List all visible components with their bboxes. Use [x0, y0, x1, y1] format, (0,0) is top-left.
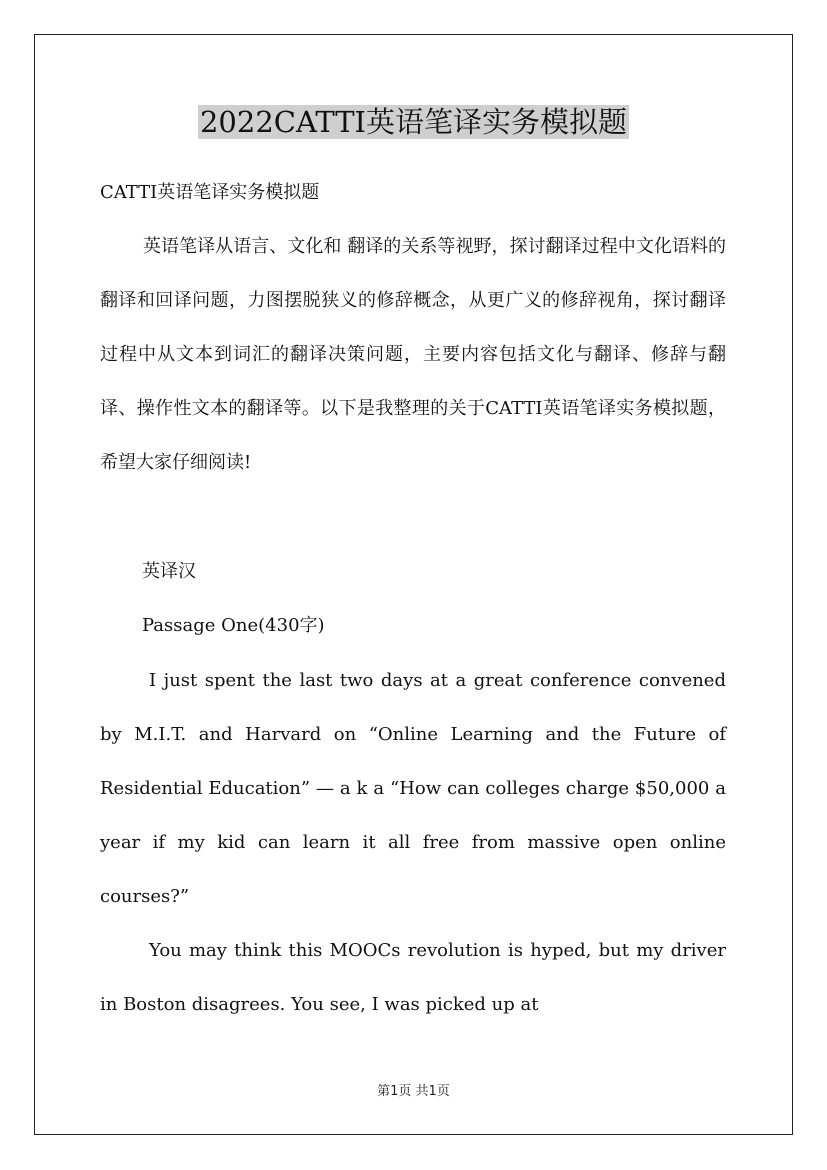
intro-paragraph: 英语笔译从语言、文化和 翻译的关系等视野，探讨翻译过程中文化语料的翻译和回译问题，力图摆脱狭义的修辞概念，从更广义的修辞视角，探讨翻译过程中从文本到词汇的翻译决策问题，主要内容包括文化与翻译、修辞与翻译、操作性文本的翻译等。以下是我整理的关于CATTI英语笔译实务模拟题，希望大家仔细阅读!	[100, 236, 726, 473]
section-heading: 英译汉	[142, 561, 196, 582]
document-title-text: 2022CATTI英语笔译实务模拟题	[199, 105, 628, 139]
passage-heading: Passage One(430字)	[142, 615, 325, 636]
passage-paragraph-2: You may think this MOOCs revolution is hyped, but my driver in Boston disagrees. You see, I was picked up at	[100, 940, 726, 1015]
page-footer: 第1页 共1页	[377, 1084, 450, 1099]
document-title	[0, 99, 827, 145]
passage-paragraph-1: I just spent the last two days at a great conference convened by M.I.T. and Harvard on “Online Learning and the Future of Residential Education” — a k a “How can colleges charge $50,000 a year if my kid can learn it all free from massive open online courses?”	[100, 670, 726, 907]
document-subtitle: CATTI英语笔译实务模拟题	[100, 182, 320, 203]
